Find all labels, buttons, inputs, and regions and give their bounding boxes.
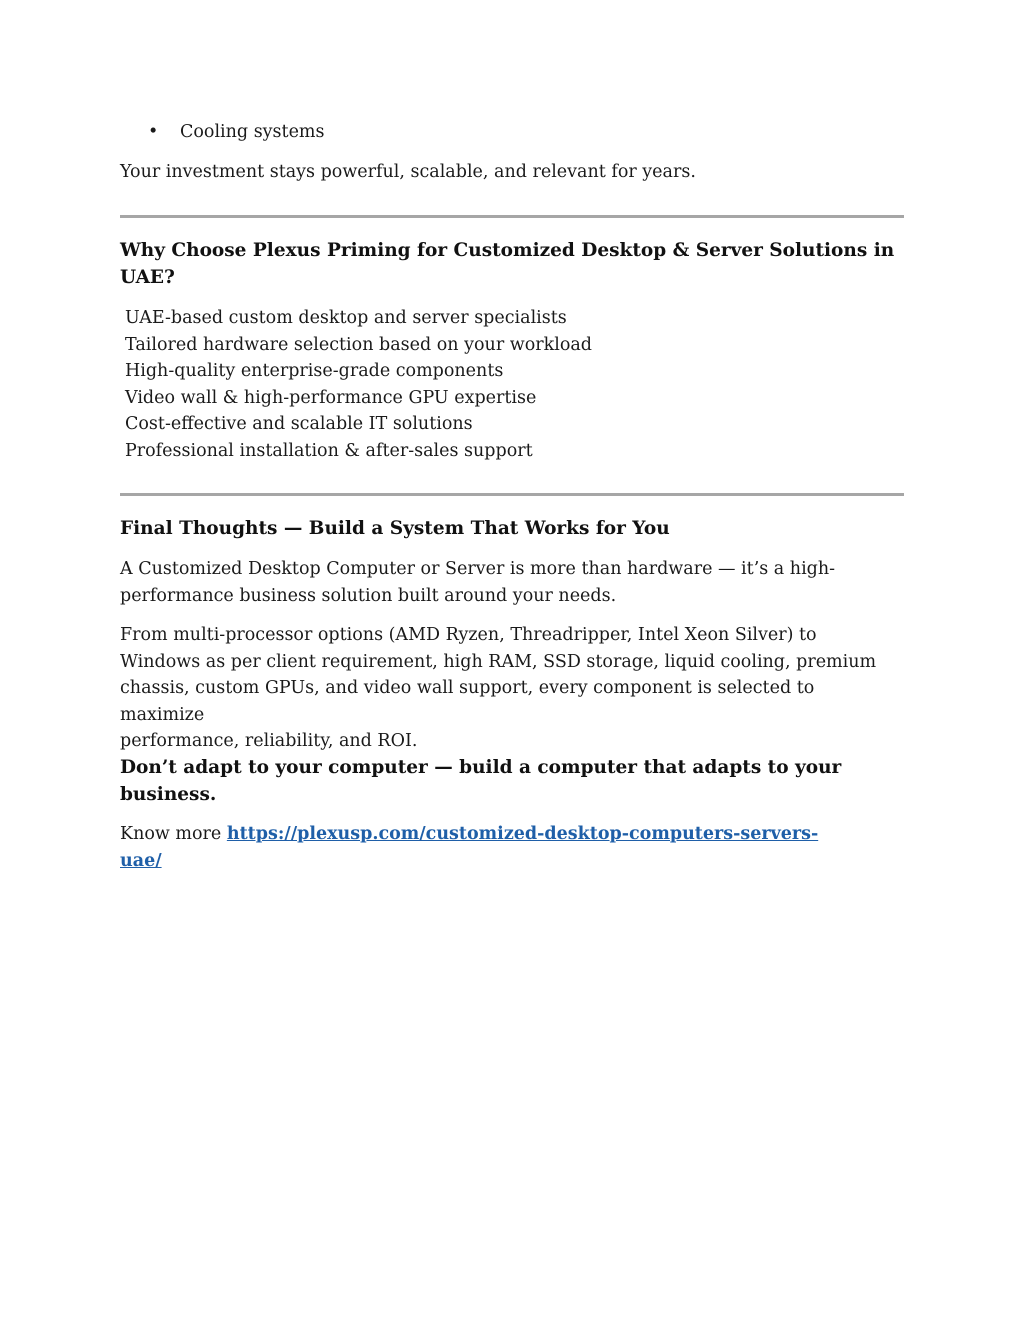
- final-thoughts-paragraph-2: [120, 622, 904, 755]
- website-link[interactable]: https://plexusp.com/customized-desktop-computers-servers-: [226, 824, 819, 844]
- bullet-item-cooling: [148, 120, 325, 144]
- list-item: UAE-based custom desktop and server specialists: [125, 308, 567, 328]
- why-choose-heading-line1: Why Choose Plexus Priming for Customized Desktop & Server Solutions in: [120, 240, 895, 261]
- website-link-continued[interactable]: uae/: [120, 850, 162, 871]
- section-divider: [120, 215, 904, 218]
- paragraph-line: From multi-processor options (AMD Ryzen, Threadripper, Intel Xeon Silver) to: [120, 625, 817, 645]
- list-item: Tailored hardware selection based on your workload: [125, 334, 593, 355]
- intro-sentence: Your investment stays powerful, scalable, and relevant for years.: [120, 162, 696, 182]
- callout-heading: [120, 754, 904, 808]
- paragraph-line: A Customized Desktop Computer or Server is more than hardware — it’s a high-: [120, 559, 836, 579]
- bullet-text: Cooling systems: [180, 122, 325, 142]
- final-thoughts-paragraph-1: [120, 556, 904, 609]
- paragraph-line: chassis, custom GPUs, and video wall support, every component is selected to maximize: [120, 678, 815, 725]
- why-choose-heading: [120, 237, 904, 291]
- know-more-paragraph: [120, 821, 904, 874]
- section-divider: [120, 493, 904, 496]
- why-choose-heading-line2: UAE?: [120, 267, 175, 288]
- final-thoughts-heading: Final Thoughts — Build a System That Works for You: [120, 518, 670, 539]
- know-more-label: Know more: [120, 824, 222, 844]
- list-item: High-quality enterprise-grade components: [125, 361, 504, 381]
- list-item: Professional installation & after-sales support: [125, 440, 533, 461]
- list-item: Cost-effective and scalable IT solutions: [125, 414, 473, 434]
- why-choose-list: [125, 305, 592, 464]
- paragraph-line: performance, reliability, and ROI.: [120, 731, 418, 751]
- list-item: Video wall & high-performance GPU expertise: [125, 387, 537, 408]
- callout-line: business.: [120, 784, 217, 805]
- paragraph-line: performance business solution built around your needs.: [120, 585, 617, 606]
- paragraph-line: Windows as per client requirement, high RAM, SSD storage, liquid cooling, premium: [120, 651, 877, 672]
- callout-line: Don’t adapt to your computer — build a computer that adapts to your: [120, 757, 842, 778]
- bullet-icon: •: [148, 122, 159, 142]
